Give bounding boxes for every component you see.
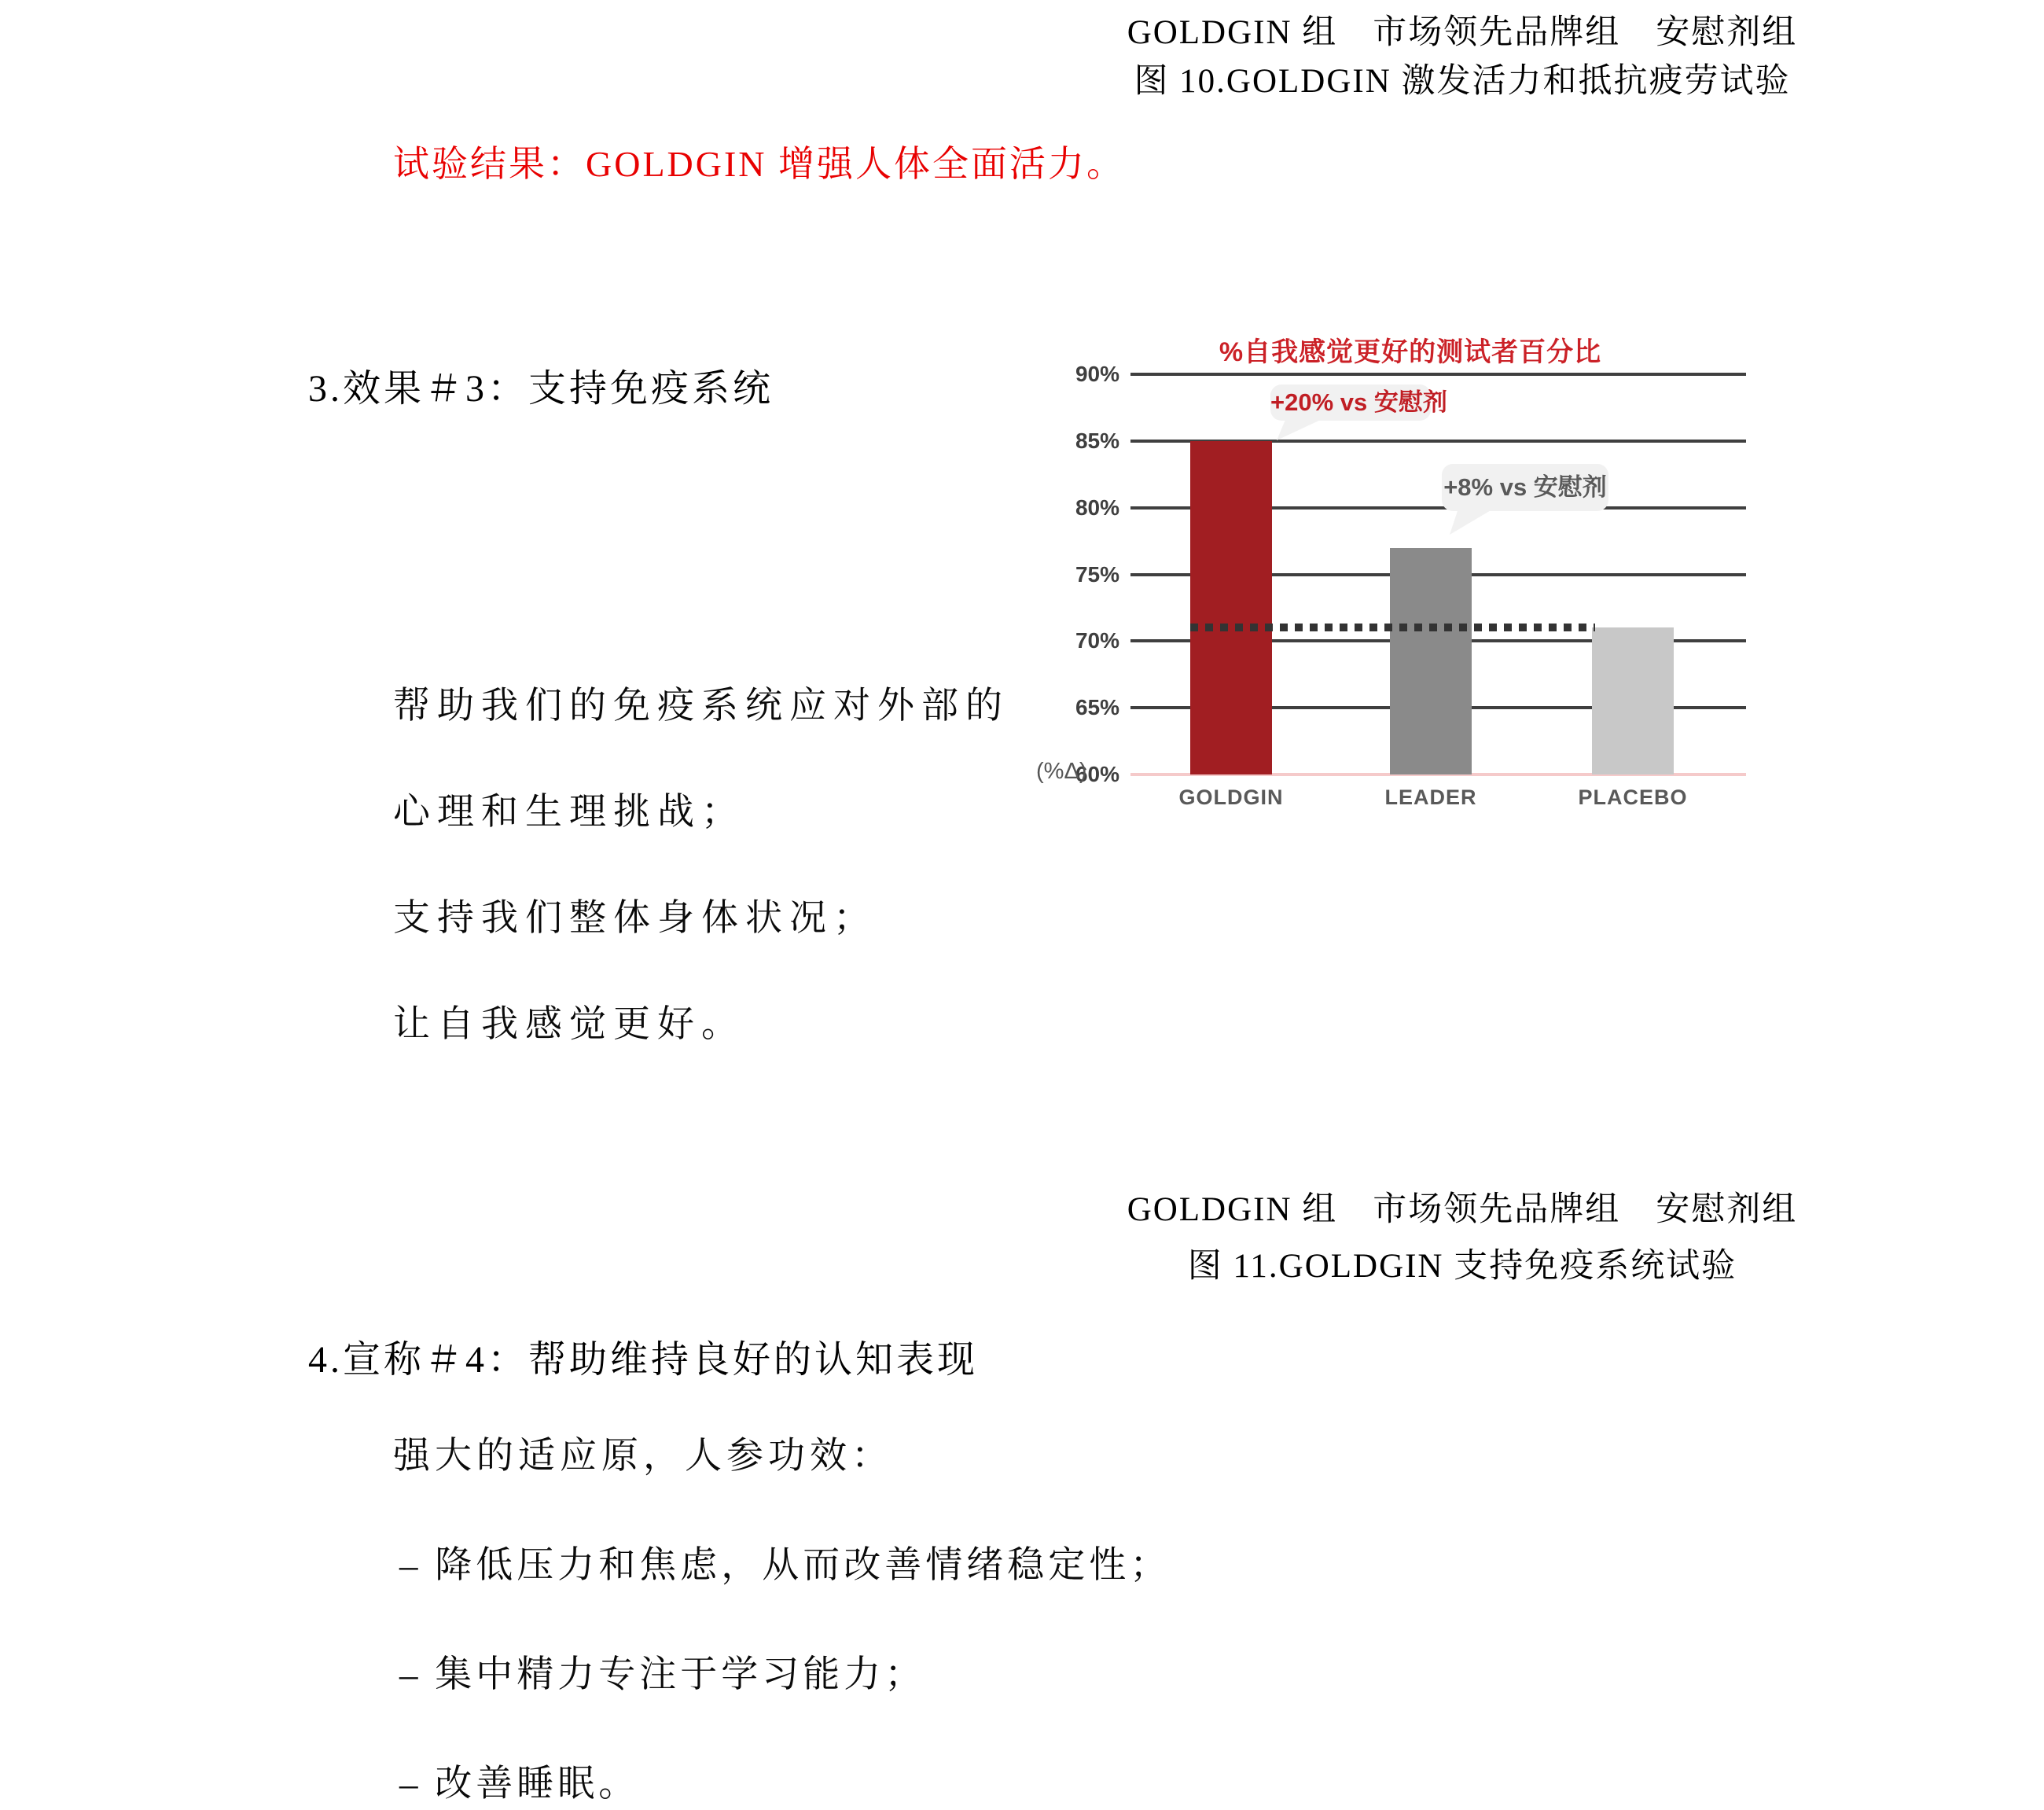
xlabel-placebo: PLACEBO <box>1578 785 1688 809</box>
ytick-65: 65% <box>1075 695 1119 720</box>
section3-heading: 3.效果＃3：支持免疫系统 <box>308 368 774 410</box>
ytick-75: 75% <box>1075 561 1119 587</box>
ytick-70: 70% <box>1075 628 1119 653</box>
section4-intro: 强大的适应原，人参功效： <box>393 1436 893 1477</box>
ytick-80: 80% <box>1075 495 1119 520</box>
chart-xlabels <box>1030 785 1753 817</box>
chart-y-unit-label: (%Δ) <box>1036 759 1087 784</box>
immune-support-chart <box>1030 321 1753 855</box>
bar-placebo <box>1592 627 1674 774</box>
ytick-60: 60% <box>1075 762 1119 786</box>
bullet-line: – 改善睡眠。 <box>399 1764 640 1804</box>
body-line: 心理和生理挑战； <box>393 792 745 833</box>
figure11-caption <box>1046 1182 1879 1295</box>
section3-body <box>393 653 1009 1078</box>
ytick-90: 90% <box>1075 362 1119 386</box>
section4-heading: 4.宣称＃4：帮助维持良好的认知表现 <box>308 1339 979 1381</box>
gridline-90 <box>1130 373 1746 376</box>
figure10-caption-groups: GOLDGIN 组 市场领先品牌组 安慰剂组 <box>1127 14 1798 51</box>
chart-title: %自我感觉更好的测试者百分比 <box>1219 337 1602 367</box>
ytick-85: 85% <box>1075 428 1119 453</box>
dotted-reference-line <box>1190 624 1595 631</box>
body-line: 支持我们整体身体状况； <box>393 898 877 939</box>
figure10-caption <box>1046 9 1879 106</box>
bullet-line: – 降低压力和焦虑，从而改善情绪稳定性； <box>399 1545 1171 1586</box>
xlabel-goldgin: GOLDGIN <box>1178 785 1284 809</box>
bullet-line: – 集中精力专注于学习能力； <box>399 1654 926 1695</box>
body-line: 让自我感觉更好。 <box>393 1004 745 1045</box>
chart-ylabels <box>1030 362 1119 786</box>
body-line: 帮助我们的免疫系统应对外部的 <box>393 686 1009 727</box>
trial-result-claim: 试验结果：GOLDGIN 增强人体全面活力。 <box>393 144 1126 184</box>
leader-callout-bubble: +8% vs 安慰剂 <box>1442 464 1608 511</box>
chart-plot <box>1130 374 1746 774</box>
bar-leader <box>1390 548 1472 774</box>
xlabel-leader: LEADER <box>1384 785 1477 809</box>
figure11-caption-groups: GOLDGIN 组 市场领先品牌组 安慰剂组 <box>1127 1191 1798 1228</box>
figure11-caption-title: 图 11.GOLDGIN 支持免疫系统试验 <box>1187 1248 1737 1285</box>
figure10-caption-title: 图 10.GOLDGIN 激发活力和抵抗疲劳试验 <box>1134 63 1791 100</box>
goldgin-callout-bubble: +20% vs 安慰剂 <box>1270 384 1431 421</box>
bar-goldgin <box>1190 441 1272 774</box>
section4-bullets <box>399 1511 1171 1810</box>
